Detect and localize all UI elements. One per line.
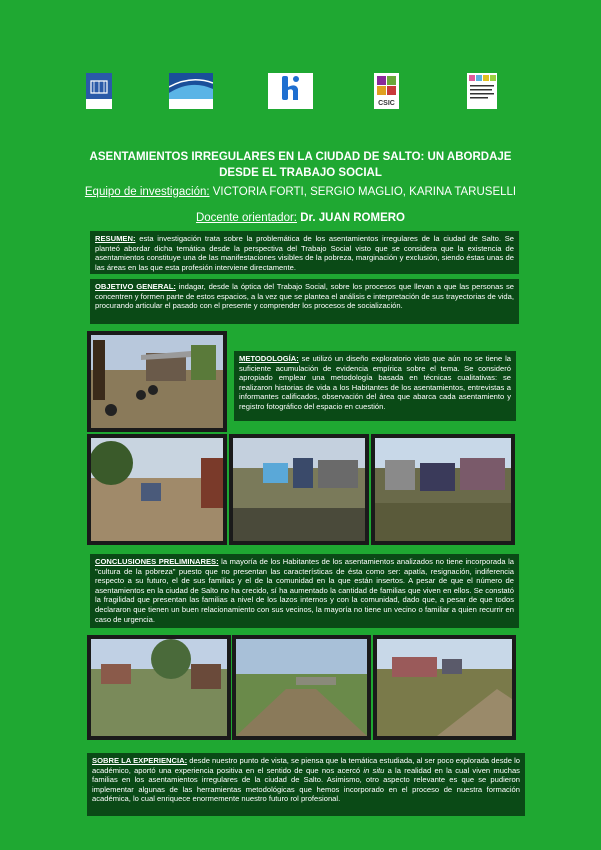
metodologia-box (234, 351, 516, 421)
research-team (60, 186, 541, 198)
settlement-photo-image (377, 639, 512, 736)
title-line-1: ASENTAMIENTOS IRREGULARES EN LA CIUDAD DE SALTO: UN ABORDAJE (89, 151, 512, 163)
title-line-2: DESDE EL TRABAJO SOCIAL (219, 167, 382, 179)
regional-norte-logo (169, 73, 213, 109)
conclusiones-text: la mayoría de los Habitantes de los asentamientos analizados no tiene incorporada la "cultura de la pobreza" puesto que no presentan las características de ésta como ser: apatía, resignación, indiferencia respecto a su futuro, el de sus familias y el de la comunidad en la que están insertos. A pesar de que el número de asentamientos en la ciudad de Salto no ha crecido, sí ha aumentado la cantidad de familias que viven en ellos. Se constató la fragilidad que presentan las familias a nivel de los lazos internos y con la comunidad, dado que, a pesar de que todos declararon que tienen un buen relacionamiento con sus vecinos, la mayoría no tiene un vecino o familiar a quien recurrir en caso de urgencia. (95, 557, 514, 624)
experiencia-text-a: desde nuestro punto de vista, se piensa que la temática estudiada, al ser poco explorada desde lo académico, aportó una experiencia positiva en el sentido de que nos acercó (92, 756, 520, 775)
settlement-photo-image (236, 639, 367, 736)
settlement-photo-image (375, 438, 511, 541)
paie-logo-icon (467, 73, 497, 109)
csic-logo-text: CSIC (378, 100, 395, 107)
settlement-photo (371, 434, 515, 545)
resumen-box (90, 231, 519, 274)
csic-logo (374, 73, 399, 109)
team-label: Equipo de investigación: (84, 186, 210, 198)
settlement-photo (229, 434, 369, 545)
universidad-logo (86, 73, 112, 109)
settlement-photo (87, 434, 227, 545)
objetivo-text: indagar, desde la óptica del Trabajo Social, sobre los procesos que llevan a que las personas se concentren y formen parte de estos espacios, a la vez que se plantea el análisis e interpretación de sus trayectorias de vida, procurando articular el pasado con el presente y comprender los procesos de socialización. (95, 282, 514, 311)
conclusiones-box (90, 554, 519, 628)
settlement-photo-image (91, 335, 223, 428)
universidad-logo-icon (86, 73, 112, 109)
experiencia-text-italic: in situ (363, 765, 385, 775)
metodologia-text: se utilizó un diseño exploratorio visto que aún no se tiene la suficiente acumulación de evidencia empírica sobre el tema. Se consideró apropiado emplear una metodología basada en técnicas cualitativas: se realizaron historias de vida a los Habitantes de los asentamientos, entrevistas a informantes calificados, observación del área que abarca cada asentamiento y registro fotográfico del espacio en cuestión. (239, 354, 511, 411)
tutor-label: Docente orientador: (195, 212, 297, 224)
poster-title (60, 149, 541, 181)
experiencia-label: SOBRE LA EXPERIENCIA: (92, 756, 188, 765)
tutor-name: Dr. JUAN ROMERO (300, 212, 405, 224)
settlement-photo (87, 331, 227, 432)
resumen-text: esta investigación trata sobre la problemática de los asentamientos irregulares de la ciudad de Salto. Se planteó abordar dicha temática desde la perspectiva del Trabajo Social visto que se considera que la existencia de asentamientos constituye una de las manifestaciones visibles de la pobreza, marginación y exclusión, siendo éstas unas de las áreas en las que esta profesión interviene directamente. (95, 234, 514, 272)
settlement-photo (87, 635, 231, 740)
team-names: VICTORIA FORTI, SERGIO MAGLIO, KARINA TARUSELLI (212, 186, 517, 198)
paie-logo (467, 73, 497, 109)
facultad-ciencias-sociales-logo (268, 73, 313, 109)
experiencia-text-b: a la realidad en la cual viven muchas familias en los asentamientos irregulares de la ciudad de Salto. Asimismo, otro aspecto relevante es que se pudieron implementar algunas de las herramientas metodológicas que hemos incorporado en el proceso de nuestra formación académica, lo cual enriquece enormemente nuestro futuro rol profesional. (92, 765, 520, 804)
settlement-photo (373, 635, 516, 740)
regional-norte-logo-icon (169, 73, 213, 109)
settlement-photo-image (91, 639, 227, 736)
settlement-photo-image (233, 438, 365, 541)
facultad-logo-icon (268, 73, 313, 109)
settlement-photo-image (91, 438, 223, 541)
csic-logo-icon (374, 73, 399, 109)
objetivo-label: OBJETIVO GENERAL: (95, 282, 176, 291)
tutor (60, 212, 541, 224)
settlement-photo (232, 635, 371, 740)
experiencia-box (87, 753, 525, 816)
conclusiones-label: CONCLUSIONES PRELIMINARES: (95, 557, 219, 566)
resumen-label: RESUMEN: (95, 234, 136, 243)
objetivo-box (90, 279, 519, 324)
metodologia-label: METODOLOGÍA: (239, 354, 299, 363)
